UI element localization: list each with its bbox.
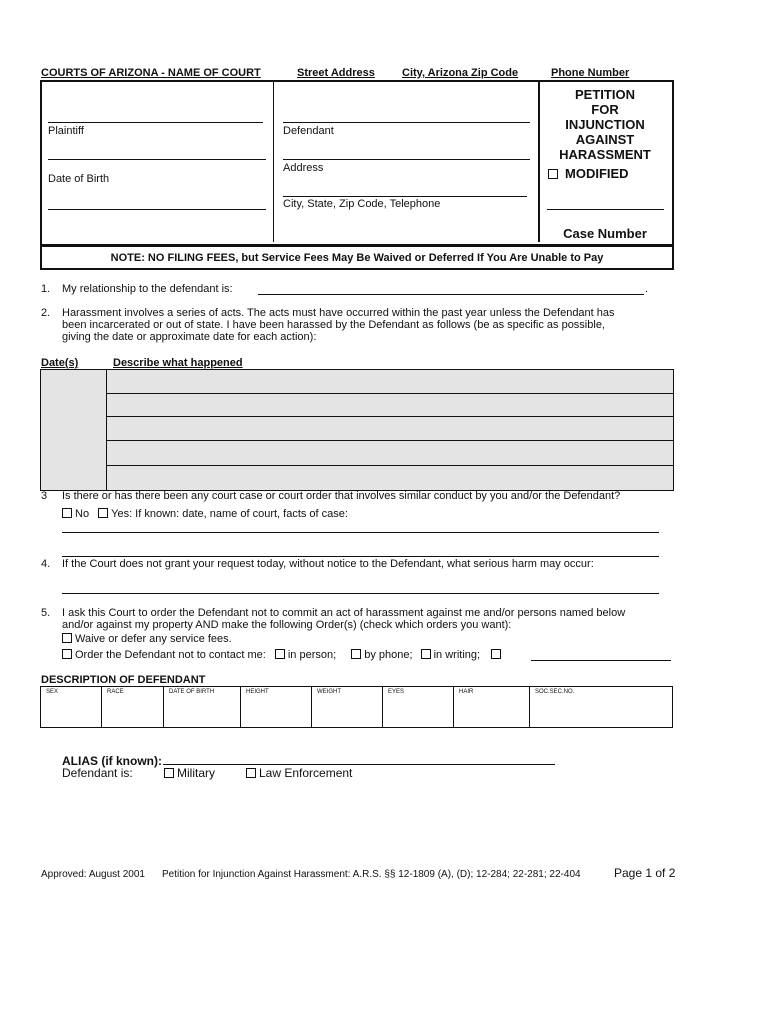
incident-table <box>40 369 674 491</box>
harassment-paragraph <box>62 307 615 343</box>
by-phone-label: by phone; <box>364 649 413 661</box>
dob-cell[interactable]: DATE OF BIRTH <box>169 689 215 695</box>
other-order-line[interactable] <box>531 660 671 661</box>
paragraph-line: I ask this Court to order the Defendant not to commit an act of harassment against me and/or persons named below <box>62 607 626 619</box>
city-zip-label: City, Arizona Zip Code <box>402 67 519 79</box>
waive-checkbox[interactable] <box>62 633 72 643</box>
city-line[interactable] <box>283 196 527 197</box>
statute-citation: Petition for Injunction Against Harassment: A.R.S. §§ 12-1809 (A), (D); 12-284; 22-281; 22-404 <box>162 869 581 880</box>
eyes-cell[interactable]: EYES <box>388 689 405 695</box>
case-number-label: Case Number <box>563 226 647 241</box>
yes-label: Yes: If known: date, name of court, facts of case: <box>111 508 348 520</box>
court-case-line-2[interactable] <box>62 556 659 557</box>
paragraph-line: Harassment involves a series of acts. The acts must have occurred within the past year unless the Defendant has <box>62 307 615 319</box>
harm-question: If the Court does not grant your request today, without notice to the Defendant, what serious harm may occur: <box>62 558 594 570</box>
petition-title <box>540 87 670 162</box>
modified-label: MODIFIED <box>565 166 629 181</box>
title-line: FOR <box>591 102 619 117</box>
table-row[interactable] <box>107 440 673 441</box>
cell-divider <box>311 686 312 727</box>
by-phone-checkbox[interactable] <box>351 649 361 659</box>
address-label: Address <box>283 162 324 174</box>
in-writing-checkbox[interactable] <box>421 649 431 659</box>
court-case-question: Is there or has there been any court case or court order that involves similar conduct by you and/or the Defendant? <box>62 490 621 502</box>
alias-line[interactable] <box>163 764 555 765</box>
approved-date: Approved: August 2001 <box>41 869 145 880</box>
item-number: 4. <box>41 558 51 570</box>
title-line: HARASSMENT <box>559 147 651 162</box>
table-row[interactable] <box>107 393 673 394</box>
ssn-cell[interactable]: SOC.SEC.NO. <box>535 689 575 695</box>
alias-label: ALIAS (if known): <box>62 754 162 768</box>
law-enforcement-label: Law Enforcement <box>259 766 353 780</box>
item-number: 5. <box>41 607 51 619</box>
no-label: No <box>75 508 90 520</box>
cell-divider <box>529 686 530 727</box>
other-checkbox[interactable] <box>491 649 501 659</box>
note-text: NOTE: NO FILING FEES, but Service Fees May Be Waived or Deferred If You Are Unable to Pay <box>110 252 604 264</box>
cell-divider <box>382 686 383 727</box>
law-enforcement-option[interactable] <box>246 766 352 780</box>
paragraph-line: and/or against my property AND make the following Order(s) (check which orders you want): <box>62 619 512 631</box>
item-number: 1. <box>41 283 51 295</box>
no-contact-checkbox[interactable] <box>62 649 72 659</box>
dob-line[interactable] <box>48 209 266 210</box>
caption-divider <box>273 82 274 242</box>
weight-cell[interactable]: WEIGHT <box>317 689 341 695</box>
paragraph-line: been incarcerated or out of state. I have been harassed by the Defendant as follows (be as specific as possible, <box>62 319 605 331</box>
law-enforcement-checkbox[interactable] <box>246 768 256 778</box>
table-row[interactable] <box>107 465 673 466</box>
description-title: DESCRIPTION OF DEFENDANT <box>41 674 206 686</box>
order-request-paragraph <box>62 607 625 631</box>
title-line: AGAINST <box>575 132 635 147</box>
hair-cell[interactable]: HAIR <box>459 689 474 695</box>
plaintiff-line-2[interactable] <box>48 159 266 160</box>
item-number: 2. <box>41 307 51 319</box>
modified-option[interactable] <box>548 166 629 181</box>
relationship-label: My relationship to the defendant is: <box>62 283 233 295</box>
harm-line[interactable] <box>62 593 659 594</box>
cell-divider <box>453 686 454 727</box>
address-line[interactable] <box>283 159 530 160</box>
court-name-label: COURTS OF ARIZONA - NAME OF COURT <box>41 67 261 79</box>
dob-label: Date of Birth <box>48 173 110 185</box>
plaintiff-label: Plaintiff <box>48 125 84 137</box>
table-divider <box>106 369 107 490</box>
relationship-line[interactable] <box>258 294 644 295</box>
military-option[interactable] <box>164 766 215 780</box>
describe-header: Describe what happened <box>113 357 243 369</box>
military-label: Military <box>177 766 215 780</box>
in-person-checkbox[interactable] <box>275 649 285 659</box>
height-cell[interactable]: HEIGHT <box>246 689 269 695</box>
cell-divider <box>101 686 102 727</box>
in-person-label: in person; <box>287 649 337 661</box>
dates-header: Date(s) <box>41 357 79 369</box>
waive-label: Waive or defer any service fees. <box>75 633 232 645</box>
no-contact-option <box>62 649 504 661</box>
street-address-label: Street Address <box>297 67 375 79</box>
defendant-label: Defendant <box>283 125 334 137</box>
title-line: PETITION <box>575 87 635 102</box>
defendant-line[interactable] <box>283 122 530 123</box>
defendant-is-label: Defendant is: <box>62 766 133 780</box>
race-cell[interactable]: RACE <box>107 689 124 695</box>
table-row[interactable] <box>107 416 673 417</box>
court-case-line[interactable] <box>62 532 659 533</box>
military-checkbox[interactable] <box>164 768 174 778</box>
page-number: Page 1 of 2 <box>614 866 676 880</box>
item-number: 3 <box>41 490 48 502</box>
title-line: INJUNCTION <box>565 117 645 132</box>
checkbox-icon[interactable] <box>548 169 558 179</box>
waive-option[interactable] <box>62 633 232 645</box>
case-number-line[interactable] <box>547 209 664 210</box>
court-case-options <box>62 508 348 520</box>
no-contact-label: Order the Defendant not to contact me: <box>75 649 266 661</box>
yes-checkbox[interactable] <box>98 508 108 518</box>
sex-cell[interactable]: SEX <box>46 689 59 695</box>
phone-number-label: Phone Number <box>551 67 630 79</box>
period: . <box>645 283 649 295</box>
city-state-label: City, State, Zip Code, Telephone <box>283 198 441 210</box>
cell-divider <box>163 686 164 727</box>
paragraph-line: giving the date or approximate date for each action): <box>62 331 317 343</box>
description-table <box>40 686 673 728</box>
no-checkbox[interactable] <box>62 508 72 518</box>
in-writing-label: in writing; <box>433 649 481 661</box>
plaintiff-line[interactable] <box>48 122 263 123</box>
cell-divider <box>240 686 241 727</box>
